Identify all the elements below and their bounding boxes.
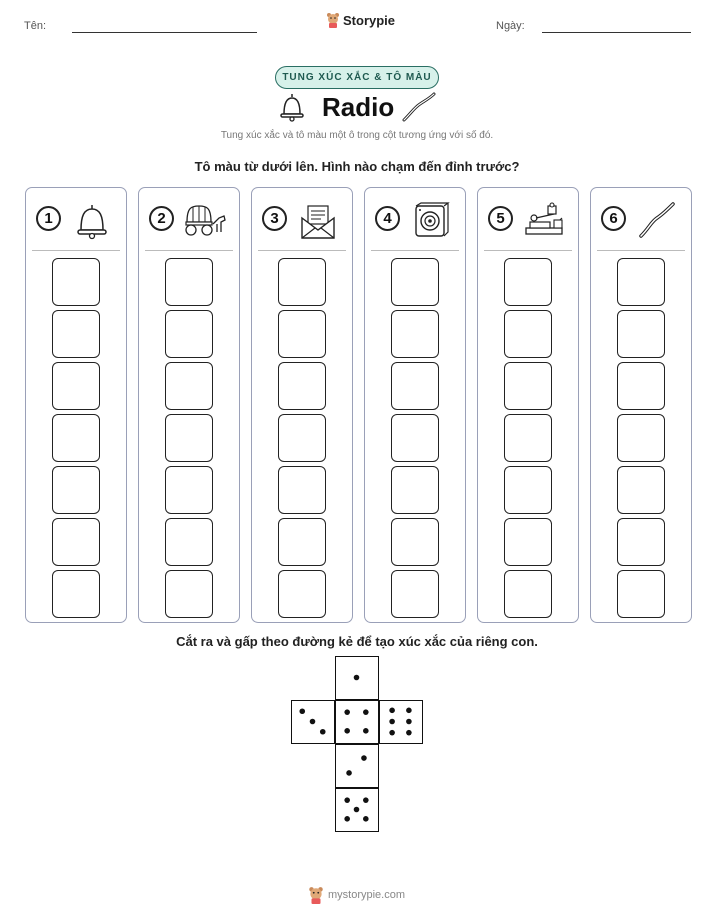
color-cell[interactable] — [278, 414, 326, 462]
name-line[interactable] — [72, 32, 257, 33]
color-cell[interactable] — [504, 310, 552, 358]
color-cell[interactable] — [52, 258, 100, 306]
color-cell[interactable] — [165, 466, 213, 514]
color-cell[interactable] — [617, 466, 665, 514]
column-4 — [364, 187, 466, 623]
color-cell[interactable] — [165, 362, 213, 410]
color-cell[interactable] — [278, 362, 326, 410]
dice-face — [379, 700, 423, 744]
date-label: Ngày: — [496, 20, 525, 32]
dice-pip — [354, 807, 360, 813]
color-cell[interactable] — [391, 466, 439, 514]
dice-pip — [363, 816, 369, 822]
page-title: Radio — [322, 92, 395, 122]
color-cell[interactable] — [617, 414, 665, 462]
color-cell[interactable] — [278, 518, 326, 566]
color-cell[interactable] — [504, 414, 552, 462]
dice-pip — [406, 719, 412, 725]
cut-instruction: Cắt ra và gấp theo đường kẻ để tạo xúc xắc của riêng con. — [176, 634, 538, 649]
column-1 — [25, 187, 127, 623]
dice-pip — [320, 729, 326, 735]
dice-pip — [299, 708, 305, 714]
dice-pip — [361, 755, 367, 761]
color-cell[interactable] — [278, 570, 326, 618]
color-cell[interactable] — [165, 258, 213, 306]
dice-pip — [344, 816, 350, 822]
dice-pip — [406, 730, 412, 736]
dice-pips — [336, 789, 377, 830]
color-cell[interactable] — [165, 570, 213, 618]
dice-pip — [389, 708, 395, 714]
column-divider — [32, 250, 120, 251]
dice-pip — [354, 675, 360, 681]
color-cell[interactable] — [391, 570, 439, 618]
color-cell[interactable] — [504, 258, 552, 306]
dice-pip — [344, 728, 350, 734]
dice-pip — [344, 797, 350, 803]
subtitle: Tung xúc xắc và tô màu một ô trong cột tương ứng với số đó. — [220, 130, 494, 141]
dice-pip — [363, 797, 369, 803]
color-cell[interactable] — [52, 414, 100, 462]
wire-icon — [400, 92, 436, 122]
bell-icon — [72, 200, 112, 240]
color-cell[interactable] — [52, 310, 100, 358]
color-cell[interactable] — [504, 466, 552, 514]
column-3 — [251, 187, 353, 623]
color-cell[interactable] — [391, 362, 439, 410]
color-cell[interactable] — [617, 258, 665, 306]
column-divider — [258, 250, 346, 251]
color-cell[interactable] — [617, 362, 665, 410]
color-cell[interactable] — [52, 570, 100, 618]
bell-icon — [278, 92, 306, 122]
color-cell[interactable] — [391, 414, 439, 462]
envelope-icon — [298, 200, 338, 240]
speaker-icon — [411, 200, 451, 240]
footer — [308, 886, 405, 904]
footer-url: mystorypie.com — [328, 889, 406, 901]
color-cell[interactable] — [504, 518, 552, 566]
dice-pips — [292, 701, 333, 742]
dice-pip — [363, 709, 369, 715]
color-cell[interactable] — [278, 310, 326, 358]
dice-pips — [336, 657, 377, 698]
dice-pip — [389, 719, 395, 725]
column-5 — [477, 187, 579, 623]
color-cell[interactable] — [391, 518, 439, 566]
column-6 — [590, 187, 692, 623]
bear-mascot-icon — [308, 886, 324, 904]
telegraph-icon — [524, 200, 566, 240]
color-cell[interactable] — [391, 310, 439, 358]
color-cell[interactable] — [504, 570, 552, 618]
color-cell[interactable] — [165, 310, 213, 358]
dice-pip — [346, 770, 352, 776]
column-divider — [145, 250, 233, 251]
color-cell[interactable] — [52, 466, 100, 514]
dice-face — [335, 744, 379, 788]
color-cell[interactable] — [617, 570, 665, 618]
color-cell[interactable] — [278, 258, 326, 306]
dice-pip — [389, 730, 395, 736]
dice-face — [335, 700, 379, 744]
dice-face — [335, 656, 379, 700]
dice-face — [291, 700, 335, 744]
coloring-instruction: Tô màu từ dưới lên. Hình nào chạm đến đỉnh trước? — [194, 159, 520, 174]
column-number: 4 — [375, 206, 400, 231]
dice-pip — [363, 728, 369, 734]
column-divider — [597, 250, 685, 251]
column-number: 1 — [36, 206, 61, 231]
color-cell[interactable] — [165, 414, 213, 462]
color-cell[interactable] — [391, 258, 439, 306]
dice-pips — [336, 745, 377, 786]
column-number: 5 — [488, 206, 513, 231]
column-divider — [484, 250, 572, 251]
dice-pip — [310, 719, 316, 725]
wagon-icon — [185, 200, 227, 240]
dice-pips — [380, 701, 421, 742]
dice-pip — [406, 708, 412, 714]
color-cell[interactable] — [165, 518, 213, 566]
activity-badge: TUNG XÚC XẮC & TÔ MÀU — [275, 66, 439, 89]
color-cell[interactable] — [617, 518, 665, 566]
wire-icon — [637, 200, 677, 240]
brand-name: Storypie — [343, 12, 396, 28]
column-number: 2 — [149, 206, 174, 231]
color-cell[interactable] — [504, 362, 552, 410]
color-cell[interactable] — [52, 518, 100, 566]
column-2 — [138, 187, 240, 623]
dice-face — [335, 788, 379, 832]
dice-pip — [344, 709, 350, 715]
date-line[interactable] — [542, 32, 691, 33]
dice-pips — [336, 701, 377, 742]
column-number: 3 — [262, 206, 287, 231]
color-cell[interactable] — [278, 466, 326, 514]
brand-logo — [326, 12, 395, 28]
name-label: Tên: — [24, 20, 47, 32]
color-cell[interactable] — [617, 310, 665, 358]
column-number: 6 — [601, 206, 626, 231]
column-divider — [371, 250, 459, 251]
bear-mascot-icon — [326, 12, 340, 28]
color-cell[interactable] — [52, 362, 100, 410]
